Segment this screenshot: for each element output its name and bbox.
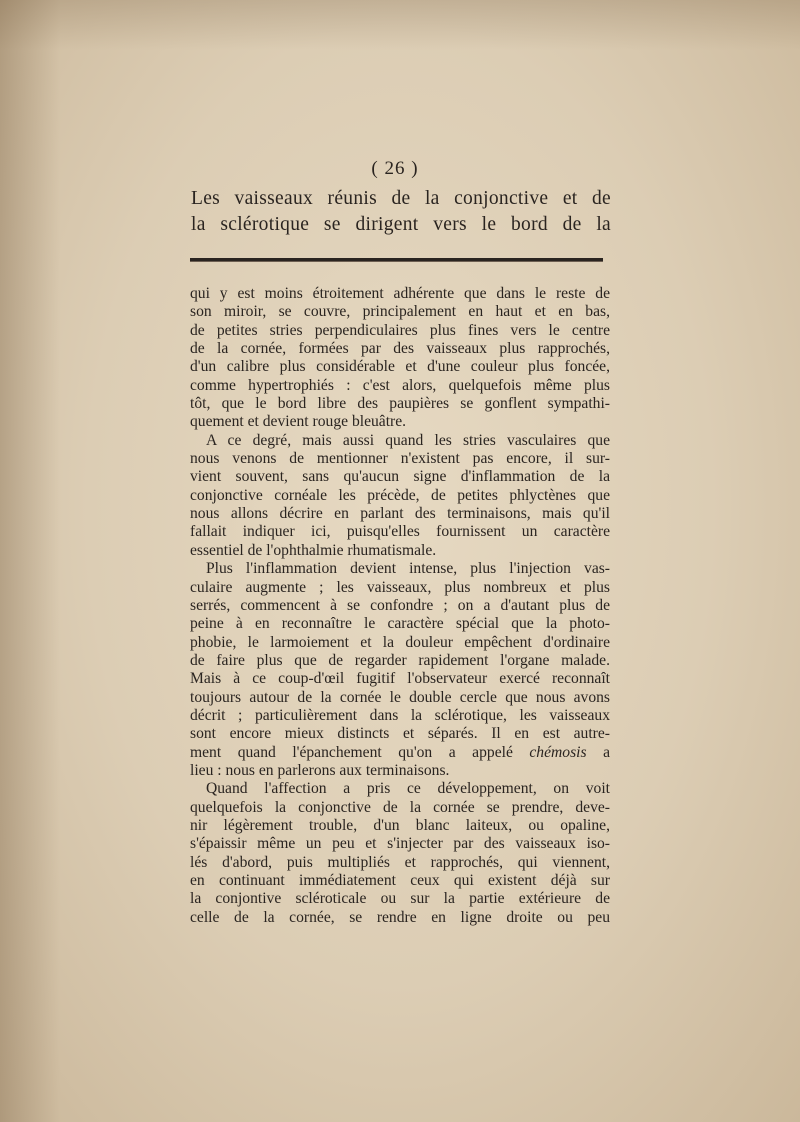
body-text [190, 285, 610, 927]
text-line: peine à en reconnaître le caractère spécial que la photo- [190, 615, 610, 633]
text-segment: a [586, 743, 610, 761]
text-line: qui y est moins étroitement adhérente que dans le reste de [190, 285, 610, 302]
text-line: tôt, que le bord libre des paupières se gonflent sympathi- [190, 395, 610, 413]
text-line: A ce degré, mais aussi quand les stries vasculaires que [206, 431, 610, 449]
text-line: serrés, commencent à se confondre ; on a d'autant plus de [190, 596, 610, 614]
text-line: fallait indiquer ici, puisqu'elles fournissent un caractère [190, 523, 610, 541]
text-line: de petites stries perpendiculaires plus fines vers le centre [190, 321, 610, 339]
text-line: essentiel de l'ophthalmie rhumatismale. [190, 541, 437, 559]
text-line: lés d'abord, puis multipliés et rapprochés, qui viennent, [190, 853, 610, 871]
text-line: décrit ; particulièrement dans la sclérotique, les vaisseaux [190, 706, 610, 724]
text-line: comme hypertrophiés : c'est alors, quelquefois même plus [190, 376, 610, 394]
text-line: nous allons décrire en parlant des terminaisons, mais qu'il [190, 505, 610, 523]
text-line: celle de la cornée, se rendre en ligne droite ou peu [190, 908, 610, 926]
text-segment: ment quand l'épanchement qu'on a appelé [190, 743, 530, 761]
italic-term: chémosis [529, 743, 587, 761]
heading-line: la sclérotique se dirigent vers le bord de la [191, 214, 611, 235]
text-line: quelquefois la conjonctive de la cornée se prendre, deve- [190, 798, 610, 816]
horizontal-rule [190, 258, 603, 262]
text-line: en continuant immédiatement ceux qui existent déjà sur [190, 872, 610, 889]
text-line [190, 744, 610, 762]
text-line: nous venons de mentionner n'existent pas encore, il sur- [190, 450, 610, 468]
text-line: toujours autour de la cornée le double cercle que nous avons [190, 688, 610, 706]
text-line: conjonctive cornéale les précède, de petites phlyctènes que [190, 486, 610, 504]
text-line: vient souvent, sans qu'aucun signe d'inflammation de la [190, 468, 610, 486]
text-line: nir légèrement trouble, d'un blanc laiteux, ou opaline, [190, 816, 610, 834]
text-line: sont encore mieux distincts et séparés. Il en est autre- [190, 725, 610, 743]
page-shadow-top [0, 0, 800, 50]
section-heading [191, 186, 611, 238]
text-line: d'un calibre plus considérable et d'une couleur plus foncée, [190, 358, 610, 376]
text-line: lieu : nous en parlerons aux terminaisons. [190, 761, 450, 779]
text-line: quement et devient rouge bleuâtre. [190, 413, 407, 431]
text-line: phobie, le larmoiement et la douleur empêchent d'ordinaire [190, 633, 610, 651]
text-line: Mais à ce coup-d'œil fugitif l'observateur exercé reconnaît [190, 670, 610, 688]
text-line: Quand l'affection a pris ce développement, on voit [206, 780, 610, 798]
text-line: de la cornée, formées par des vaisseaux plus rapprochés, [190, 340, 610, 358]
text-line: s'épaissir même un peu et s'injecter par des vaisseaux iso- [190, 835, 610, 853]
text-line: la conjontive scléroticale ou sur la partie extérieure de [190, 890, 610, 908]
text-line: son miroir, se couvre, principalement en haut et en bas, [190, 303, 610, 321]
text-line: Plus l'inflammation devient intense, plus l'injection vas- [206, 560, 610, 578]
text-line: de faire plus que de regarder rapidement l'organe malade. [190, 651, 610, 669]
text-line: culaire augmente ; les vaisseaux, plus nombreux et plus [190, 578, 610, 596]
heading-line: Les vaisseaux réunis de la conjonctive et de [191, 188, 611, 209]
page-number: ( 26 ) [371, 158, 419, 179]
